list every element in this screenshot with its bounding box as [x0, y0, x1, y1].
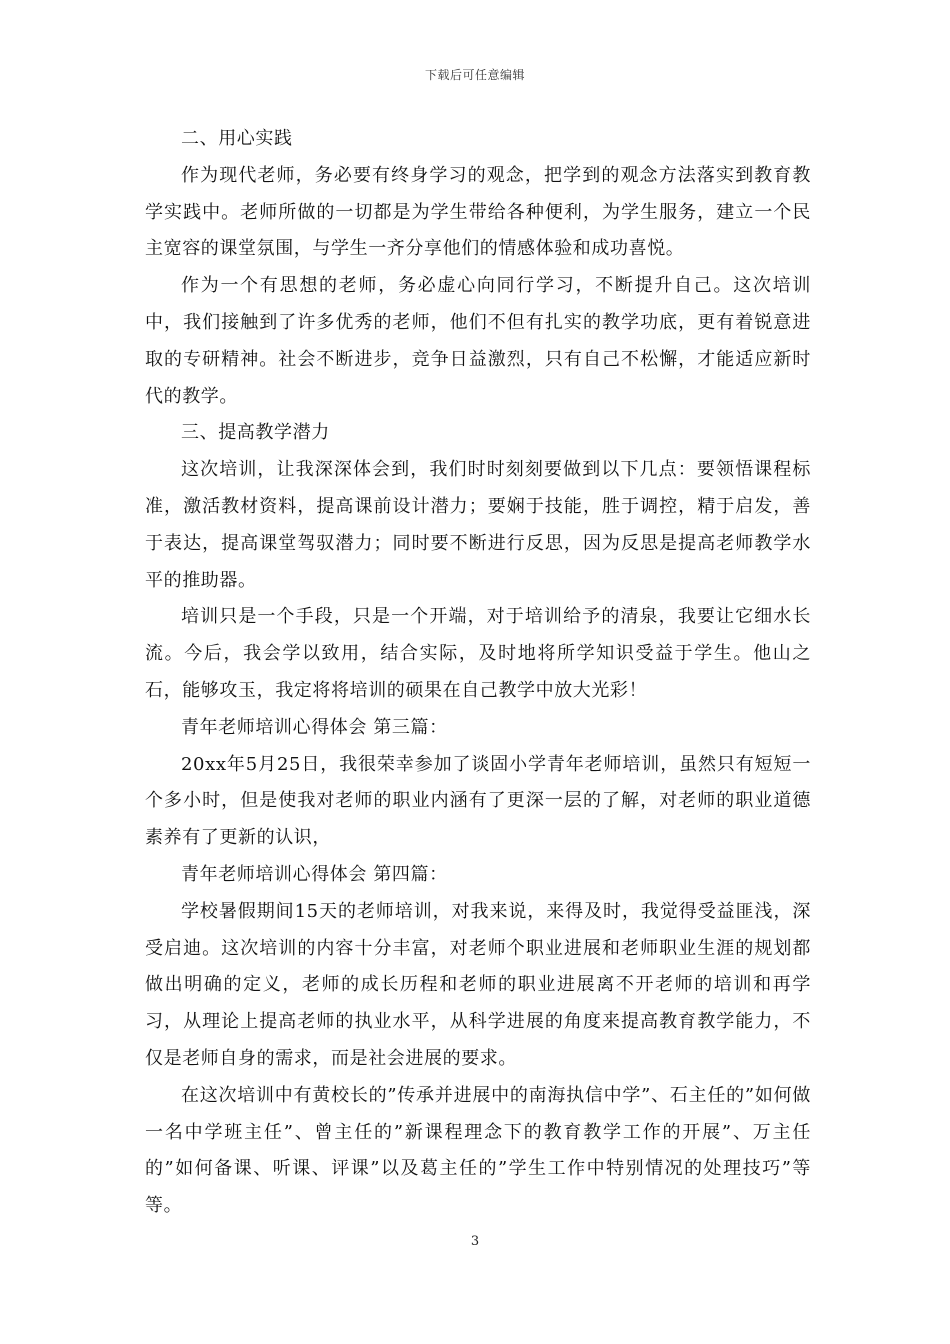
body-paragraph: 20xx年5月25日，我很荣幸参加了谈固小学青年老师培训，虽然只有短短一个多小时，但是使我对老师的职业内涵有了更深一层的了解，对老师的职业道德素养有了更新的认识， — [145, 753, 811, 849]
body-paragraph: 作为现代老师，务必要有终身学习的观念，把学到的观念方法落实到教育教学实践中。老师所做的一切都是为学生带给各种便利，为学生服务，建立一个民主宽容的课堂氛围，与学生一齐分享他们的情感体验和成功喜悦。 — [145, 164, 811, 260]
section-heading-practice: 二、用心实践 — [181, 128, 293, 149]
article-title-part-four: 青年老师培训心得体会 第四篇： — [181, 863, 448, 885]
page-header-note: 下载后可任意编辑 — [424, 68, 525, 82]
body-paragraph: 这次培训，让我深深体会到，我们时时刻刻要做到以下几点：要领悟课程标准，激活教材资料，提高课前设计潜力；要娴于技能，胜于调控，精于启发，善于表达，提高课堂驾驭潜力；同时要不断进行反思，因为反思是提高老师教学水平的推助器。 — [145, 459, 811, 591]
document-body — [145, 121, 811, 1225]
page-number: 3 — [470, 1234, 480, 1249]
body-paragraph: 作为一个有思想的老师，务必虚心向同行学习，不断提升自己。这次培训中，我们接触到了许多优秀的老师，他们不但有扎实的教学功底，更有着锐意进取的专研精神。社会不断进步，竞争日益激烈，只有自己不松懈，才能适应新时代的教学。 — [145, 275, 811, 407]
section-heading-ability: 三、提高教学潜力 — [181, 422, 330, 444]
body-paragraph: 在这次培训中有黄校长的”传承并进展中的南海执信中学”、石主任的”如何做一名中学班主任”、曾主任的”新课程理念下的教育教学工作的开展”、万主任的”如何备课、听课、评课”以及葛主任的”学生工作中特别情况的处理技巧”等等。 — [145, 1084, 811, 1217]
article-title-part-three: 青年老师培训心得体会 第三篇： — [181, 716, 448, 738]
body-paragraph: 学校暑假期间15天的老师培训，对我来说，来得及时，我觉得受益匪浅，深受启迪。这次培训的内容十分丰富，对老师个职业进展和老师职业生涯的规划都做出明确的定义，老师的成长历程和老师的职业进展离不开老师的培训和再学习，从理论上提高老师的执业水平，从科学进展的角度来提高教育教学能力，不仅是老师自身的需求，而是社会进展的要求。 — [145, 900, 811, 1069]
body-paragraph: 培训只是一个手段，只是一个开端，对于培训给予的清泉，我要让它细水长流。今后，我会学以致用，结合实际，及时地将所学知识受益于学生。他山之石，能够攻玉，我定将将培训的硕果在自己教学中放大光彩！ — [145, 606, 811, 701]
